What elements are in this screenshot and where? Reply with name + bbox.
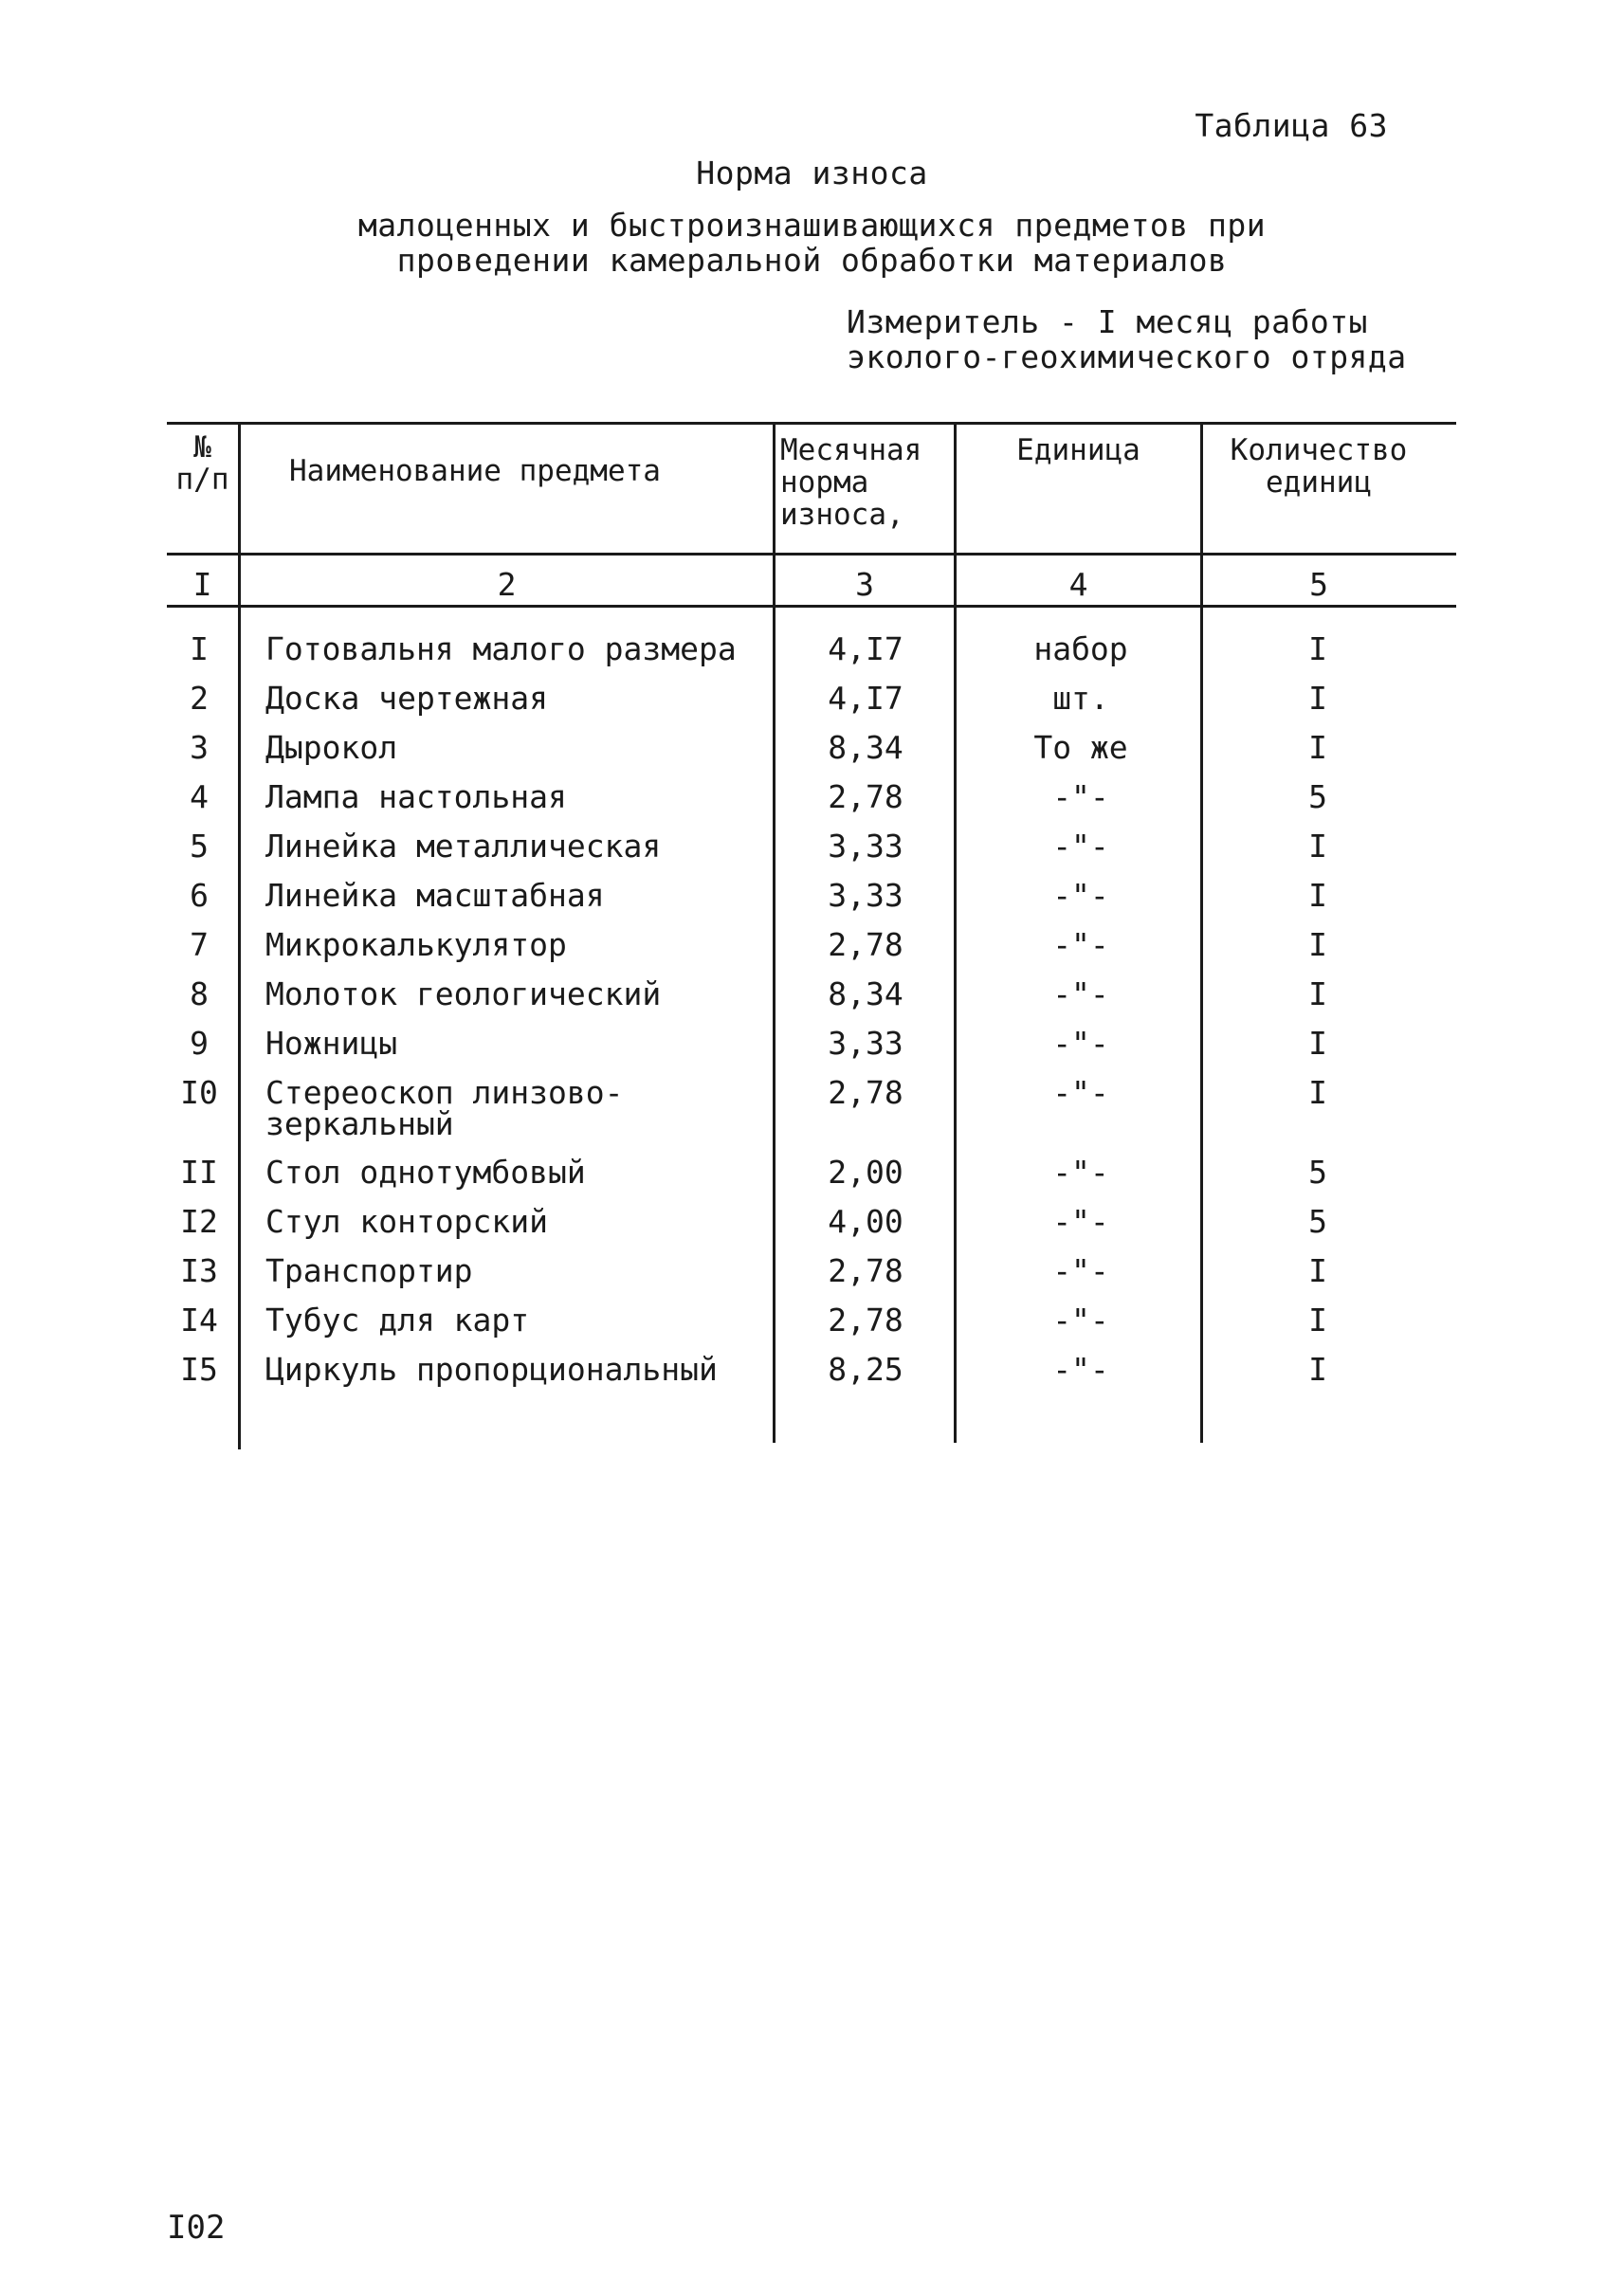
row-number: 8 bbox=[190, 975, 209, 1012]
table-row bbox=[0, 1304, 1624, 1354]
colnum-4: 4 bbox=[1068, 566, 1088, 603]
item-name bbox=[265, 1074, 624, 1142]
table-row bbox=[0, 975, 1624, 1028]
quantity: I bbox=[1308, 828, 1327, 865]
header-qty bbox=[1203, 434, 1434, 499]
unit: -"- bbox=[1052, 1203, 1109, 1240]
item-name: Линейка масштабная bbox=[265, 877, 605, 914]
quantity: I bbox=[1308, 975, 1327, 1012]
monthly-norm: 2,78 bbox=[828, 1252, 903, 1289]
unit: -"- bbox=[1052, 1025, 1109, 1062]
row-number: 7 bbox=[190, 926, 209, 963]
measure-unit-line-2: эколого-геохимического отряда bbox=[847, 338, 1407, 375]
unit: -"- bbox=[1052, 975, 1109, 1012]
header-num bbox=[167, 431, 238, 496]
header-qty-line-2: единиц bbox=[1266, 465, 1372, 500]
table-row bbox=[0, 1203, 1624, 1255]
quantity: I bbox=[1308, 1074, 1327, 1111]
document-subtitle-line-2: проведении камеральной обработки материалов bbox=[396, 242, 1228, 279]
item-name-line-1: Стереоскоп линзово- bbox=[265, 1074, 624, 1111]
table-row bbox=[0, 1252, 1624, 1304]
item-name: Готовальня малого размера bbox=[265, 630, 737, 667]
monthly-norm: 3,33 bbox=[828, 828, 903, 865]
unit: То же bbox=[1033, 729, 1128, 766]
item-name: Транспортир bbox=[265, 1252, 473, 1289]
header-unit: Единица bbox=[1016, 433, 1140, 467]
quantity: 5 bbox=[1308, 1154, 1327, 1191]
item-name: Циркуль пропорциональный bbox=[265, 1351, 718, 1388]
monthly-norm: 2,78 bbox=[828, 778, 903, 815]
monthly-norm: 3,33 bbox=[828, 877, 903, 914]
document-title: Норма износа bbox=[696, 155, 928, 191]
header-num-line-1: № bbox=[193, 430, 211, 464]
monthly-norm: 2,78 bbox=[828, 1302, 903, 1339]
item-name: Молоток геологический bbox=[265, 975, 662, 1012]
table-colnum-rule bbox=[167, 605, 1456, 608]
colnum-5: 5 bbox=[1309, 566, 1328, 603]
table-label: Таблица 63 bbox=[1195, 107, 1388, 144]
header-norm-line-1: Месячная bbox=[780, 433, 922, 467]
row-number: I5 bbox=[180, 1351, 218, 1388]
measure-unit-line-1: Измеритель - I месяц работы bbox=[847, 303, 1368, 340]
table-row bbox=[0, 1025, 1624, 1077]
monthly-norm: 2,00 bbox=[828, 1154, 903, 1191]
table-row bbox=[0, 729, 1624, 781]
table-row bbox=[0, 1074, 1624, 1153]
header-norm-line-2: норма bbox=[780, 465, 869, 500]
monthly-norm: 2,78 bbox=[828, 1074, 903, 1111]
table-row bbox=[0, 1351, 1624, 1403]
item-name: Стол однотумбовый bbox=[265, 1154, 586, 1191]
unit: -"- bbox=[1052, 1302, 1109, 1339]
unit: шт. bbox=[1052, 680, 1109, 717]
unit: -"- bbox=[1052, 926, 1109, 963]
monthly-norm: 4,I7 bbox=[828, 630, 903, 667]
monthly-norm: 8,25 bbox=[828, 1351, 903, 1388]
quantity: 5 bbox=[1308, 1203, 1327, 1240]
row-number: 5 bbox=[190, 828, 209, 865]
header-norm-line-3: износа, bbox=[780, 498, 904, 532]
monthly-norm: 8,34 bbox=[828, 729, 903, 766]
item-name: Стул конторский bbox=[265, 1203, 549, 1240]
table-row bbox=[0, 778, 1624, 830]
unit: -"- bbox=[1052, 1154, 1109, 1191]
unit: -"- bbox=[1052, 1252, 1109, 1289]
quantity: I bbox=[1308, 729, 1327, 766]
quantity: I bbox=[1308, 680, 1327, 717]
page-number: I02 bbox=[167, 2209, 226, 2247]
monthly-norm: 4,00 bbox=[828, 1203, 903, 1240]
header-num-line-2: п/п bbox=[175, 463, 229, 497]
item-name: Доска чертежная bbox=[265, 680, 549, 717]
row-number: II bbox=[180, 1154, 218, 1191]
table-row bbox=[0, 630, 1624, 683]
colnum-1: I bbox=[192, 566, 212, 603]
monthly-norm: 3,33 bbox=[828, 1025, 903, 1062]
monthly-norm: 8,34 bbox=[828, 975, 903, 1012]
unit: набор bbox=[1033, 630, 1128, 667]
row-number: 2 bbox=[190, 680, 209, 717]
unit: -"- bbox=[1052, 778, 1109, 815]
colnum-3: 3 bbox=[855, 566, 874, 603]
row-number: I3 bbox=[180, 1252, 218, 1289]
item-name: Ножницы bbox=[265, 1025, 398, 1062]
unit: -"- bbox=[1052, 828, 1109, 865]
table-row bbox=[0, 830, 1624, 880]
table-row bbox=[0, 1154, 1624, 1206]
document-subtitle-line-1: малоценных и быстроизнашивающихся предметов при bbox=[357, 207, 1267, 244]
row-number: I4 bbox=[180, 1302, 218, 1339]
header-norm bbox=[780, 434, 921, 531]
table-row bbox=[0, 877, 1624, 929]
table-row bbox=[0, 926, 1624, 978]
table-row bbox=[0, 680, 1624, 732]
unit: -"- bbox=[1052, 1351, 1109, 1388]
quantity: I bbox=[1308, 1351, 1327, 1388]
quantity: I bbox=[1308, 1025, 1327, 1062]
quantity: I bbox=[1308, 877, 1327, 914]
unit: -"- bbox=[1052, 1074, 1109, 1111]
monthly-norm: 4,I7 bbox=[828, 680, 903, 717]
item-name: Дырокол bbox=[265, 729, 398, 766]
item-name: Микрокалькулятор bbox=[265, 926, 567, 963]
unit: -"- bbox=[1052, 877, 1109, 914]
header-qty-line-1: Количество bbox=[1230, 433, 1408, 467]
row-number: 6 bbox=[190, 877, 209, 914]
header-name: Наименование предмета bbox=[289, 454, 661, 488]
item-name-line-2: зеркальный bbox=[265, 1105, 454, 1142]
quantity: I bbox=[1308, 630, 1327, 667]
item-name: Тубус для карт bbox=[265, 1302, 530, 1339]
row-number: 3 bbox=[190, 729, 209, 766]
item-name: Линейка металлическая bbox=[265, 828, 662, 865]
colnum-2: 2 bbox=[497, 566, 517, 603]
quantity: I bbox=[1308, 926, 1327, 963]
quantity: I bbox=[1308, 1302, 1327, 1339]
row-number: I2 bbox=[180, 1203, 218, 1240]
table-top-rule bbox=[167, 422, 1456, 425]
row-number: 9 bbox=[190, 1025, 209, 1062]
row-number: I bbox=[190, 630, 209, 667]
table-header-rule bbox=[167, 553, 1456, 556]
quantity: I bbox=[1308, 1252, 1327, 1289]
item-name: Лампа настольная bbox=[265, 778, 567, 815]
monthly-norm: 2,78 bbox=[828, 926, 903, 963]
quantity: 5 bbox=[1308, 778, 1327, 815]
row-number: I0 bbox=[180, 1074, 218, 1111]
row-number: 4 bbox=[190, 778, 209, 815]
